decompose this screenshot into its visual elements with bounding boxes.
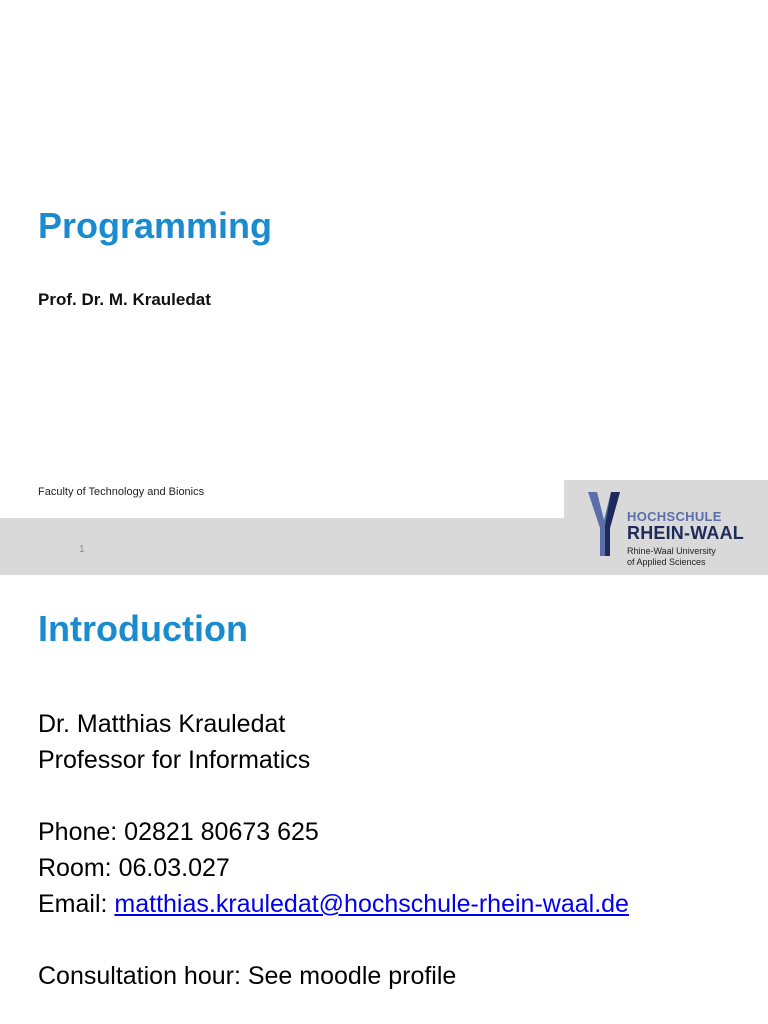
intro-title: Introduction — [38, 608, 248, 649]
professor-name: Dr. Matthias Krauledat — [38, 710, 286, 738]
logo-subtitle — [627, 546, 744, 568]
logo-line-rhein-waal: RHEIN-WAAL — [627, 523, 744, 543]
slide-title: Programming — [38, 205, 273, 246]
logo-subtitle-line2: of Applied Sciences — [627, 556, 706, 567]
spacer — [38, 922, 629, 958]
logo-line-hochschule: HOCHSCHULE — [627, 509, 722, 524]
spacer — [38, 778, 629, 814]
phone-line: Phone: 02821 80673 625 — [38, 818, 319, 846]
email-link[interactable]: matthias.krauledat@hochschule-rhein-waal.de — [114, 890, 629, 918]
email-label: Email: — [38, 890, 115, 918]
contact-info — [38, 706, 629, 994]
page-number: 1 — [79, 544, 85, 555]
email-line — [38, 886, 629, 922]
university-logo-icon — [586, 490, 626, 558]
faculty-label: Faculty of Technology and Bionics — [38, 486, 205, 498]
professor-position: Professor for Informatics — [38, 746, 311, 774]
logo-subtitle-line1: Rhine-Waal University — [627, 546, 716, 556]
university-logo — [564, 480, 768, 575]
author-name: Prof. Dr. M. Krauledat — [38, 290, 211, 309]
consultation-line: Consultation hour: See moodle profile — [38, 962, 457, 990]
room-line: Room: 06.03.027 — [38, 854, 230, 882]
